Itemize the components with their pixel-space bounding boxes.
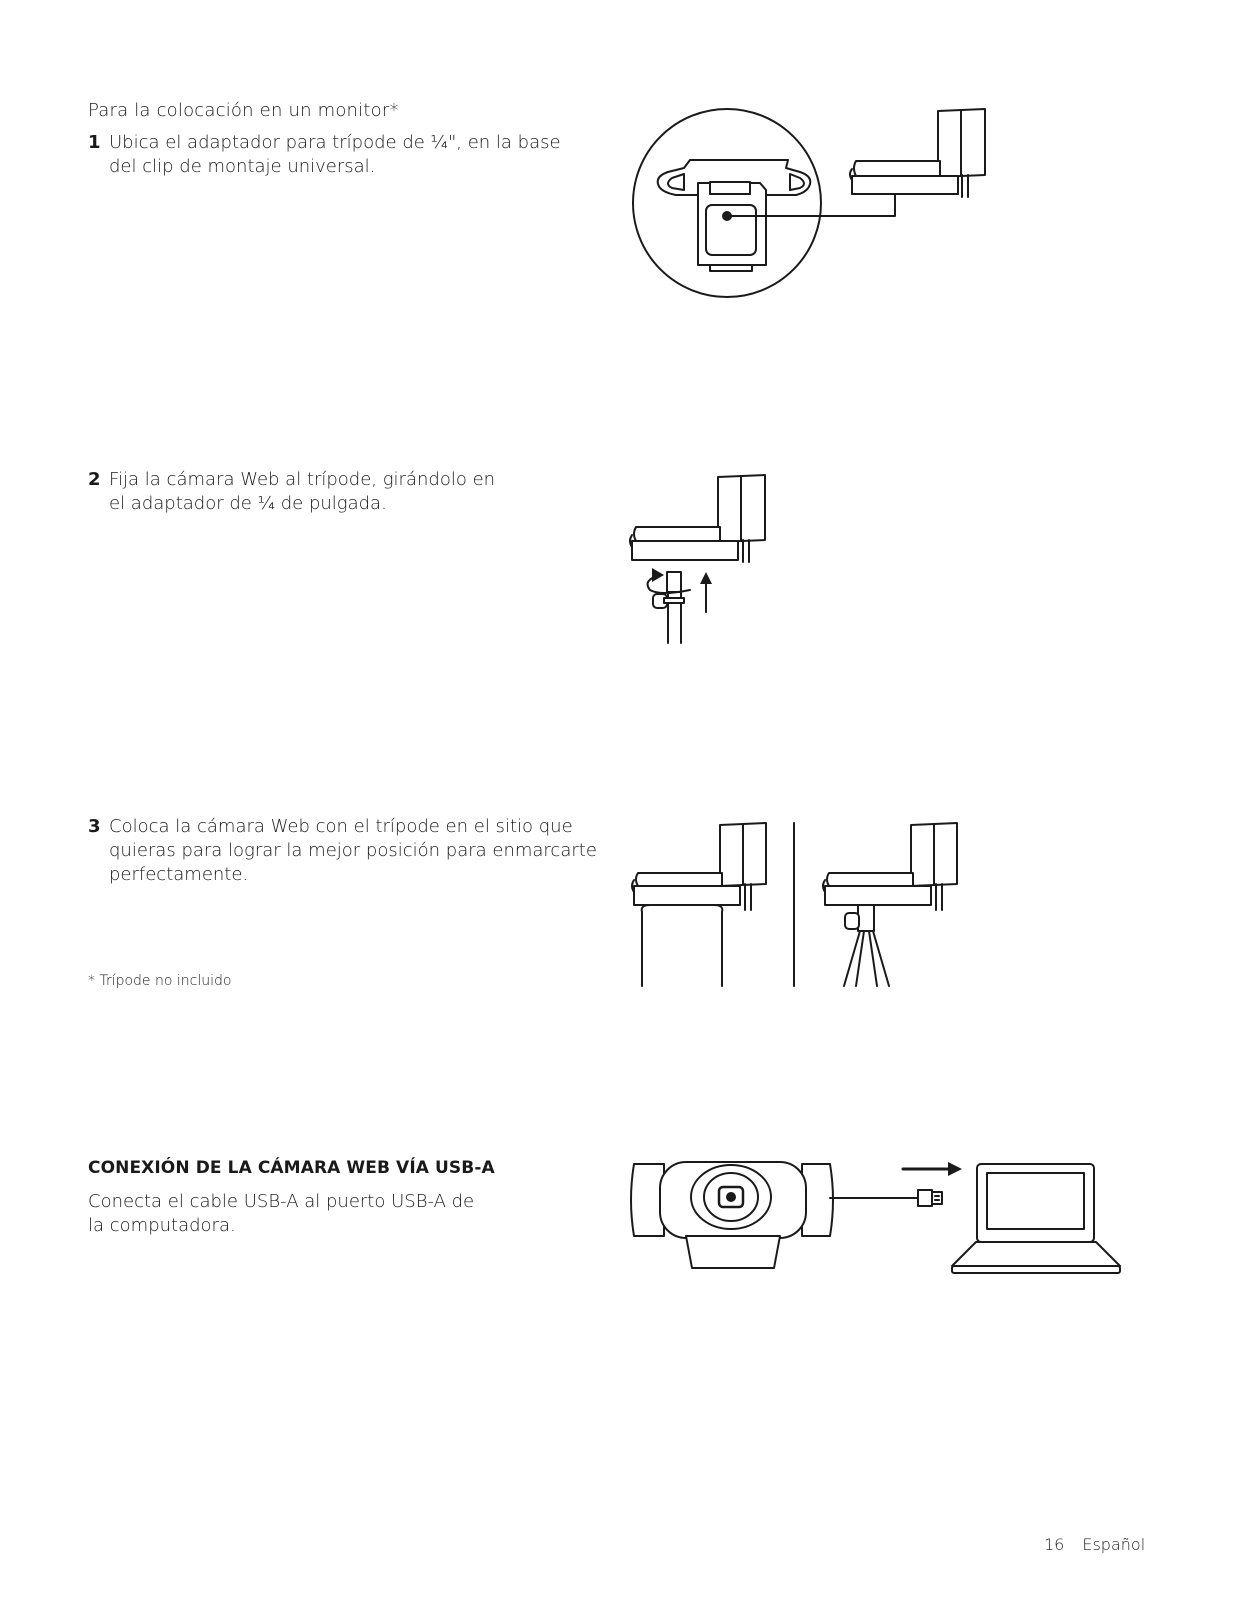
footnote: * Trípode no incluido: [88, 973, 232, 989]
step-line: perfectamente.: [109, 864, 249, 885]
intro-text: Para la colocación en un monitor*: [88, 100, 399, 121]
step-line: Ubica el adaptador para trípode de ¼", en la base: [109, 132, 561, 153]
usb-line: la computadora.: [88, 1215, 236, 1236]
page-number: 16: [1044, 1535, 1065, 1554]
usb-heading: CONEXIÓN DE LA CÁMARA WEB VÍA USB-A: [88, 1158, 495, 1178]
step-line: Fija la cámara Web al trípode, girándolo en: [109, 469, 496, 490]
step-line: quieras para lograr la mejor posición para enmarcarte: [109, 840, 597, 861]
usb-line: Conecta el cable USB-A al puerto USB-A de: [88, 1191, 475, 1212]
step-number: 2: [88, 469, 101, 490]
step-number: 1: [88, 132, 101, 153]
page-footer: [1044, 1535, 1145, 1554]
step-line: Coloca la cámara Web con el trípode en el sitio que: [109, 816, 573, 837]
step-line: del clip de montaje universal.: [109, 156, 376, 177]
step-number: 3: [88, 816, 101, 837]
footer-language: Español: [1082, 1535, 1146, 1554]
step-line: el adaptador de ¼ de pulgada.: [109, 493, 387, 514]
